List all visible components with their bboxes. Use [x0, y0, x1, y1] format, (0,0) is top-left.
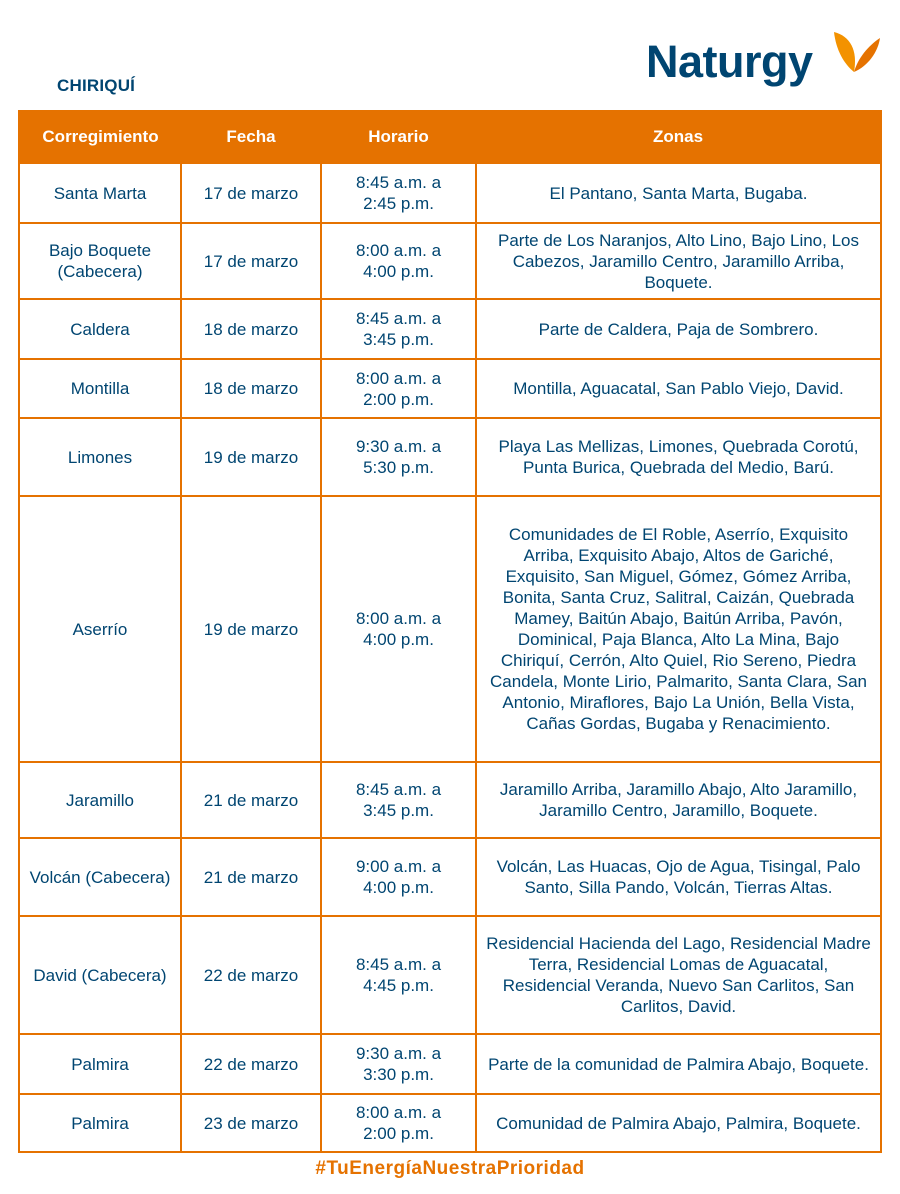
cell-corregimiento: Palmira: [19, 1094, 181, 1152]
table-row: [19, 223, 881, 299]
cell-horario: 9:30 a.m. a 5:30 p.m.: [321, 418, 476, 496]
cell-horario: 8:00 a.m. a 4:00 p.m.: [321, 496, 476, 762]
cell-corregimiento: Aserrío: [19, 496, 181, 762]
cell-fecha: 23 de marzo: [181, 1094, 321, 1152]
cell-fecha: 19 de marzo: [181, 496, 321, 762]
cell-fecha: 21 de marzo: [181, 762, 321, 838]
table-row: [19, 1094, 881, 1152]
table-row: [19, 916, 881, 1034]
cell-zonas: Playa Las Mellizas, Limones, Quebrada Corotú, Punta Burica, Quebrada del Medio, Barú.: [476, 418, 881, 496]
region-title: CHIRIQUÍ: [57, 76, 136, 95]
cell-corregimiento: Jaramillo: [19, 762, 181, 838]
cell-zonas: Comunidades de El Roble, Aserrío, Exquisito Arriba, Exquisito Abajo, Altos de Gariché, Exquisito, San Miguel, Gómez, Gómez Arriba, Bonita, Santa Cruz, Salitral, Caizán, Quebrada Mamey, Baitún Abajo, Baitún Arriba, Pavón, Dominical, Paja Blanca, Alto La Mina, Bajo Chiriquí, Cerrón, Alto Quiel, Rio Sereno, Piedra Candela, Monte Lirio, Palmarito, Santa Clara, San Antonio, Miraflores, Bajo La Unión, Bella Vista, Cañas Gordas, Bugaba y Renacimiento.: [476, 496, 881, 762]
logo-text: Naturgy: [646, 36, 813, 87]
cell-fecha: 18 de marzo: [181, 359, 321, 418]
cell-corregimiento: Bajo Boquete (Cabecera): [19, 223, 181, 299]
cell-horario: 9:00 a.m. a 4:00 p.m.: [321, 838, 476, 916]
cell-fecha: 21 de marzo: [181, 838, 321, 916]
cell-zonas: Residencial Hacienda del Lago, Residencial Madre Terra, Residencial Lomas de Aguacatal, Residencial Veranda, Nuevo San Carlitos, San Carlitos, David.: [476, 916, 881, 1034]
table-row: [19, 418, 881, 496]
cell-fecha: 18 de marzo: [181, 299, 321, 359]
header-horario: Horario: [321, 111, 476, 163]
cell-zonas: Montilla, Aguacatal, San Pablo Viejo, David.: [476, 359, 881, 418]
table-row: [19, 496, 881, 762]
cell-horario: 8:00 a.m. a 2:00 p.m.: [321, 359, 476, 418]
cell-corregimiento: David (Cabecera): [19, 916, 181, 1034]
cell-horario: 9:30 a.m. a 3:30 p.m.: [321, 1034, 476, 1094]
table-header-row: [19, 111, 881, 163]
cell-fecha: 17 de marzo: [181, 163, 321, 223]
cell-fecha: 22 de marzo: [181, 1034, 321, 1094]
cell-horario: 8:00 a.m. a 2:00 p.m.: [321, 1094, 476, 1152]
butterfly-icon: [832, 28, 882, 78]
table-row: [19, 1034, 881, 1094]
cell-zonas: Comunidad de Palmira Abajo, Palmira, Boquete.: [476, 1094, 881, 1152]
campaign-hashtag: #TuEnergíaNuestraPrioridad: [315, 1158, 585, 1179]
table-row: [19, 762, 881, 838]
cell-corregimiento: Santa Marta: [19, 163, 181, 223]
outage-schedule-table: [18, 110, 882, 1153]
cell-zonas: El Pantano, Santa Marta, Bugaba.: [476, 163, 881, 223]
cell-zonas: Parte de Los Naranjos, Alto Lino, Bajo Lino, Los Cabezos, Jaramillo Centro, Jaramillo Arriba, Boquete.: [476, 223, 881, 299]
table-row: [19, 359, 881, 418]
cell-horario: 8:45 a.m. a 3:45 p.m.: [321, 299, 476, 359]
cell-fecha: 19 de marzo: [181, 418, 321, 496]
cell-horario: 8:45 a.m. a 2:45 p.m.: [321, 163, 476, 223]
cell-zonas: Jaramillo Arriba, Jaramillo Abajo, Alto Jaramillo, Jaramillo Centro, Jaramillo, Boquete.: [476, 762, 881, 838]
naturgy-logo: [646, 28, 886, 94]
cell-corregimiento: Montilla: [19, 359, 181, 418]
cell-zonas: Parte de Caldera, Paja de Sombrero.: [476, 299, 881, 359]
table-row: [19, 163, 881, 223]
header-fecha: Fecha: [181, 111, 321, 163]
cell-fecha: 17 de marzo: [181, 223, 321, 299]
cell-corregimiento: Volcán (Cabecera): [19, 838, 181, 916]
header-zonas: Zonas: [476, 111, 881, 163]
cell-corregimiento: Limones: [19, 418, 181, 496]
cell-zonas: Parte de la comunidad de Palmira Abajo, Boquete.: [476, 1034, 881, 1094]
table-row: [19, 838, 881, 916]
header-corregimiento: Corregimiento: [19, 111, 181, 163]
table-row: [19, 299, 881, 359]
cell-horario: 8:45 a.m. a 4:45 p.m.: [321, 916, 476, 1034]
cell-corregimiento: Caldera: [19, 299, 181, 359]
cell-horario: 8:45 a.m. a 3:45 p.m.: [321, 762, 476, 838]
cell-zonas: Volcán, Las Huacas, Ojo de Agua, Tisingal, Palo Santo, Silla Pando, Volcán, Tierras Altas.: [476, 838, 881, 916]
cell-fecha: 22 de marzo: [181, 916, 321, 1034]
cell-corregimiento: Palmira: [19, 1034, 181, 1094]
cell-horario: 8:00 a.m. a 4:00 p.m.: [321, 223, 476, 299]
